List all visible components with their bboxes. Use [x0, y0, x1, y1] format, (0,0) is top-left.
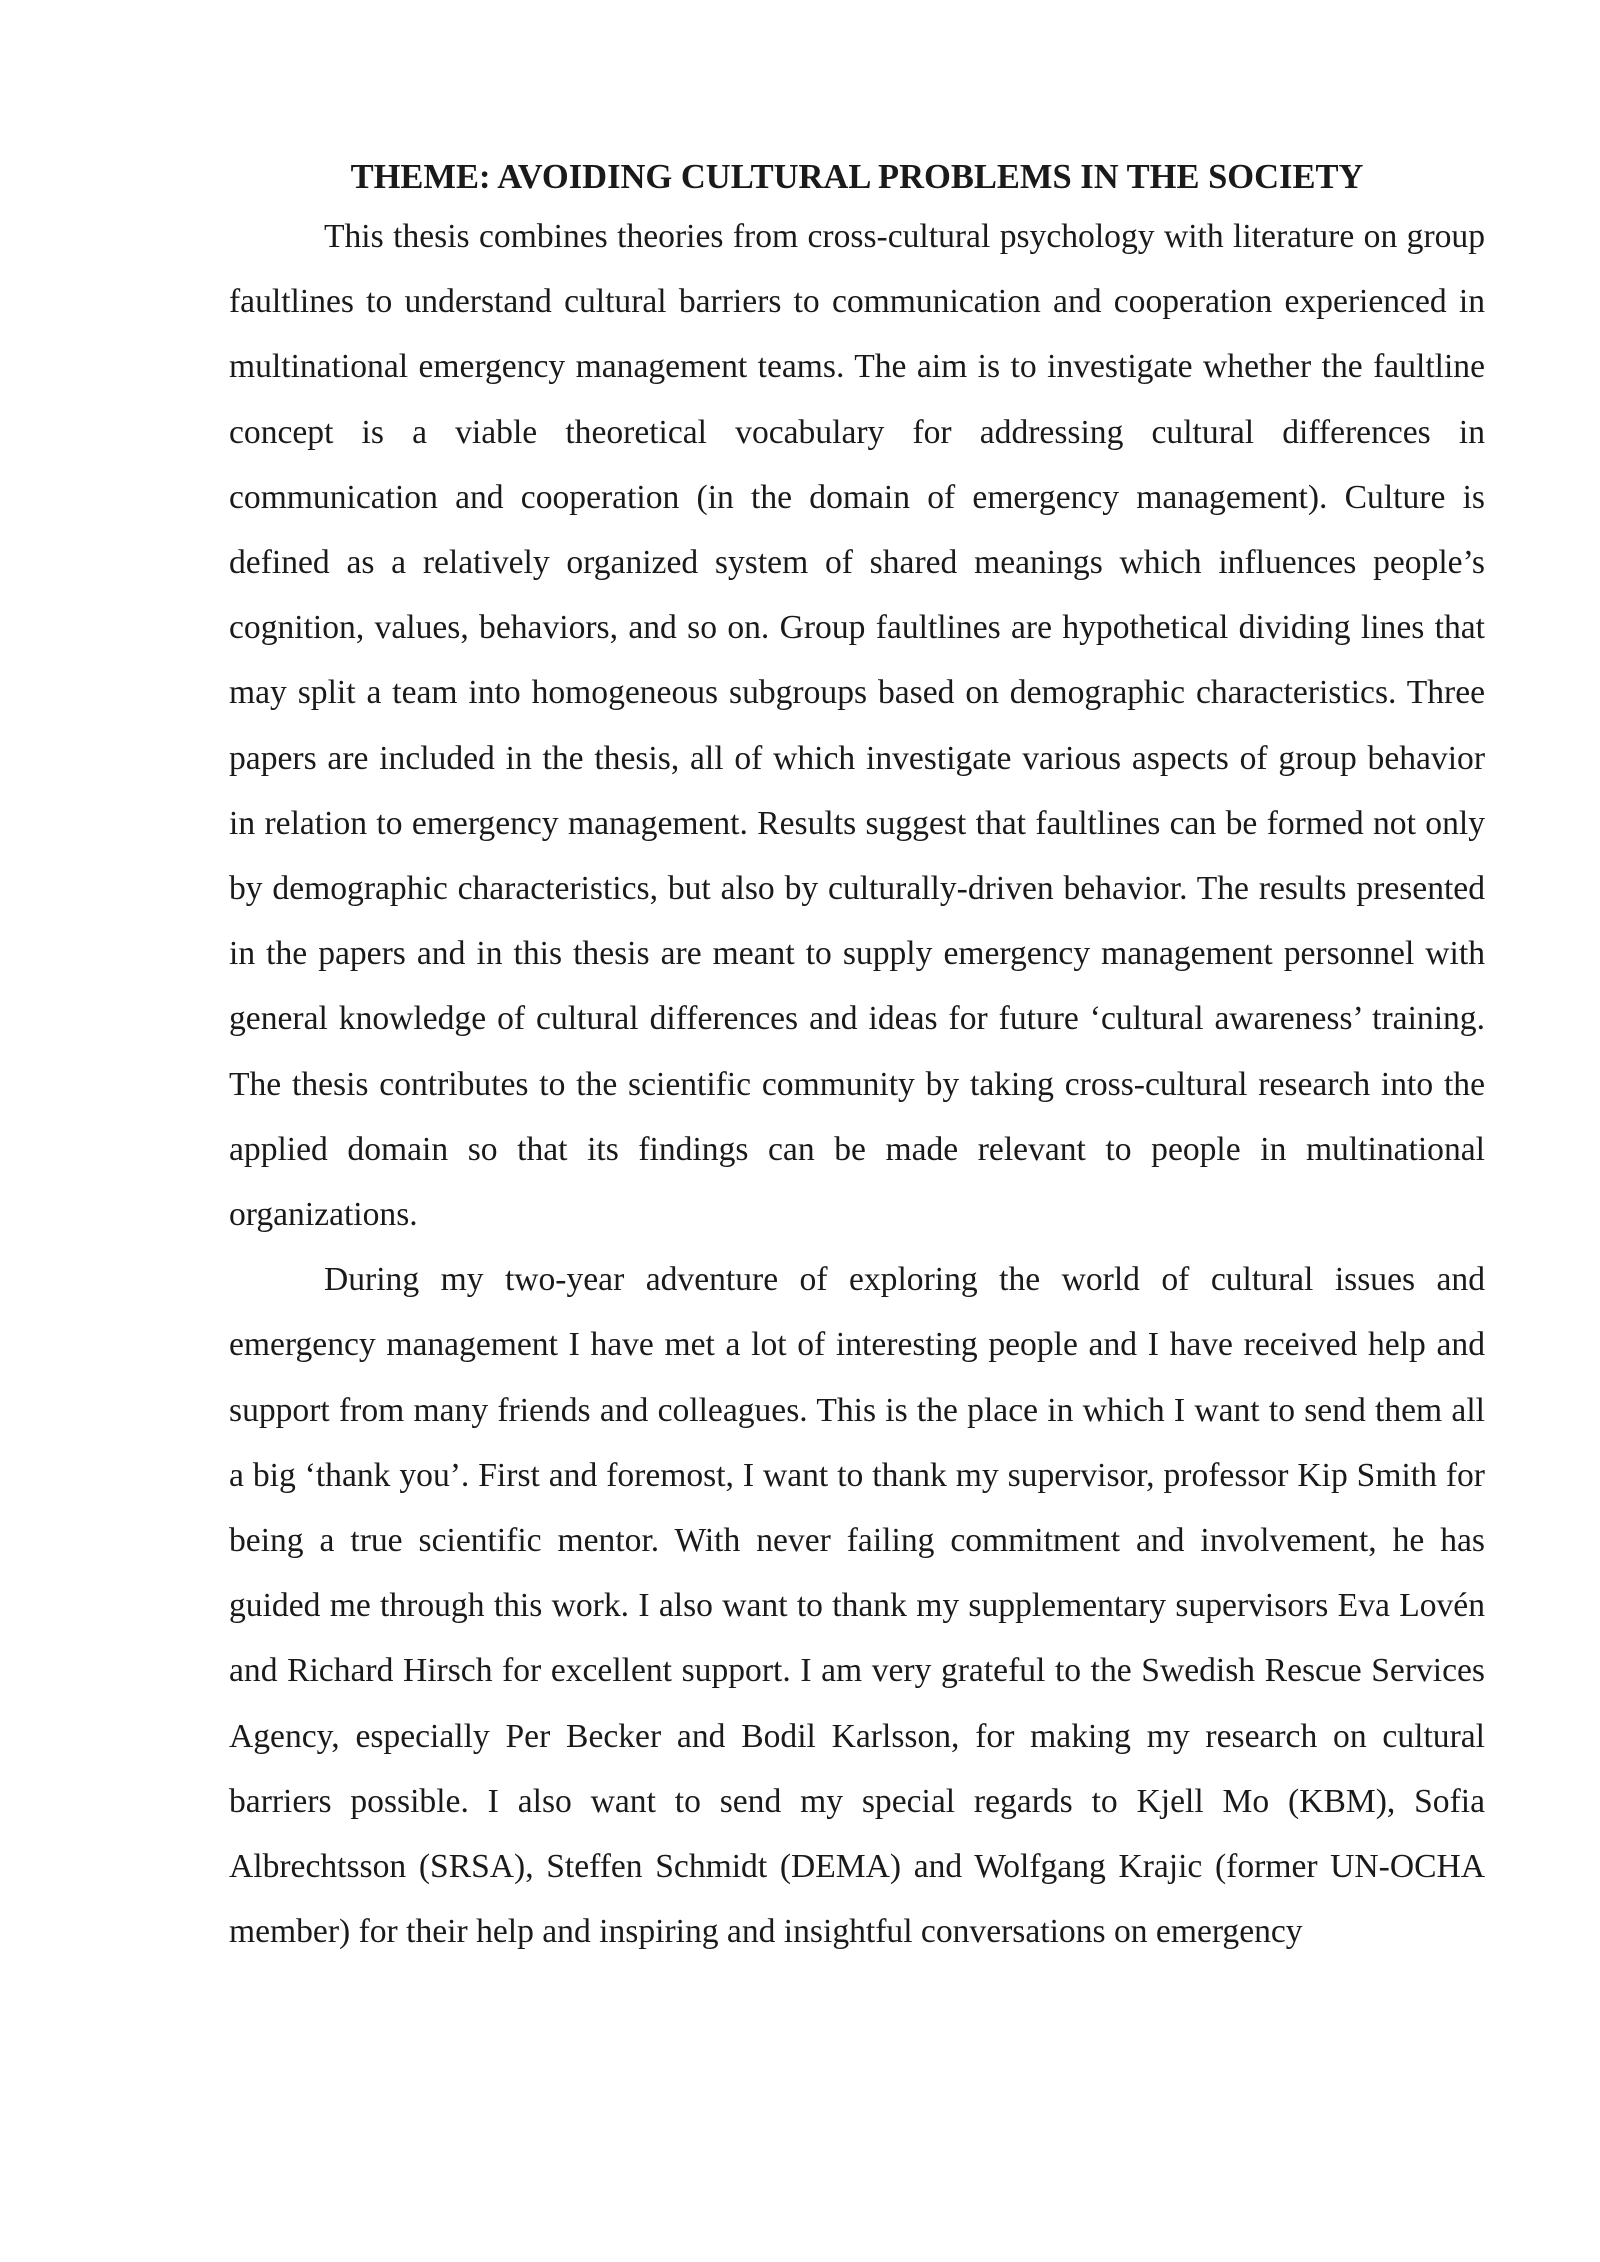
- document-body: [229, 150, 1485, 1964]
- document-title: THEME: AVOIDING CULTURAL PROBLEMS IN THE SOCIETY: [350, 158, 1364, 196]
- acknowledgements-paragraph: During my two-year adventure of exploring the world of cultural issues and emergency management I have met a lot of interesting people and I have received help and support from many friends and colleagues. This is the place in which I want to send them all a big ‘thank you’. First and foremost, I want to thank my supervisor, professor Kip Smith for being a true scientific mentor. With never failing commitment and involvement, he has guided me through this work. I also want to thank my supplementary supervisors Eva Lovén and Richard Hirsch for excellent support. I am very grateful to the Swedish Rescue Services Agency, especially Per Becker and Bodil Karlsson, for making my research on cultural barriers possible. I also want to send my special regards to Kjell Mo (KBM), Sofia Albrechtsson (SRSA), Steffen Schmidt (DEMA) and Wolfgang Krajic (former UN-OCHA member) for their help and inspiring and insightful conversations on emergency: [229, 1261, 1485, 1951]
- abstract-paragraph: This thesis combines theories from cross-cultural psychology with literature on group faultlines to understand cultural barriers to communication and cooperation experienced in multinational emergency management teams. The aim is to investigate whether the faultline concept is a viable theoretical vocabulary for addressing cultural differences in communication and cooperation (in the domain of emergency management). Culture is defined as a relatively organized system of shared meanings which influences people’s cognition, values, behaviors, and so on. Group faultlines are hypothetical dividing lines that may split a team into homogeneous subgroups based on demographic characteristics. Three papers are included in the thesis, all of which investigate various aspects of group behavior in relation to emergency management. Results suggest that faultlines can be formed not only by demographic characteristics, but also by culturally-driven behavior. The results presented in the papers and in this thesis are meant to supply emergency management personnel with general knowledge of cultural differences and ideas for future ‘cultural awareness’ training. The thesis contributes to the scientific community by taking cross-cultural research into the applied domain so that its findings can be made relevant to people in multinational organizations.: [229, 218, 1485, 1234]
